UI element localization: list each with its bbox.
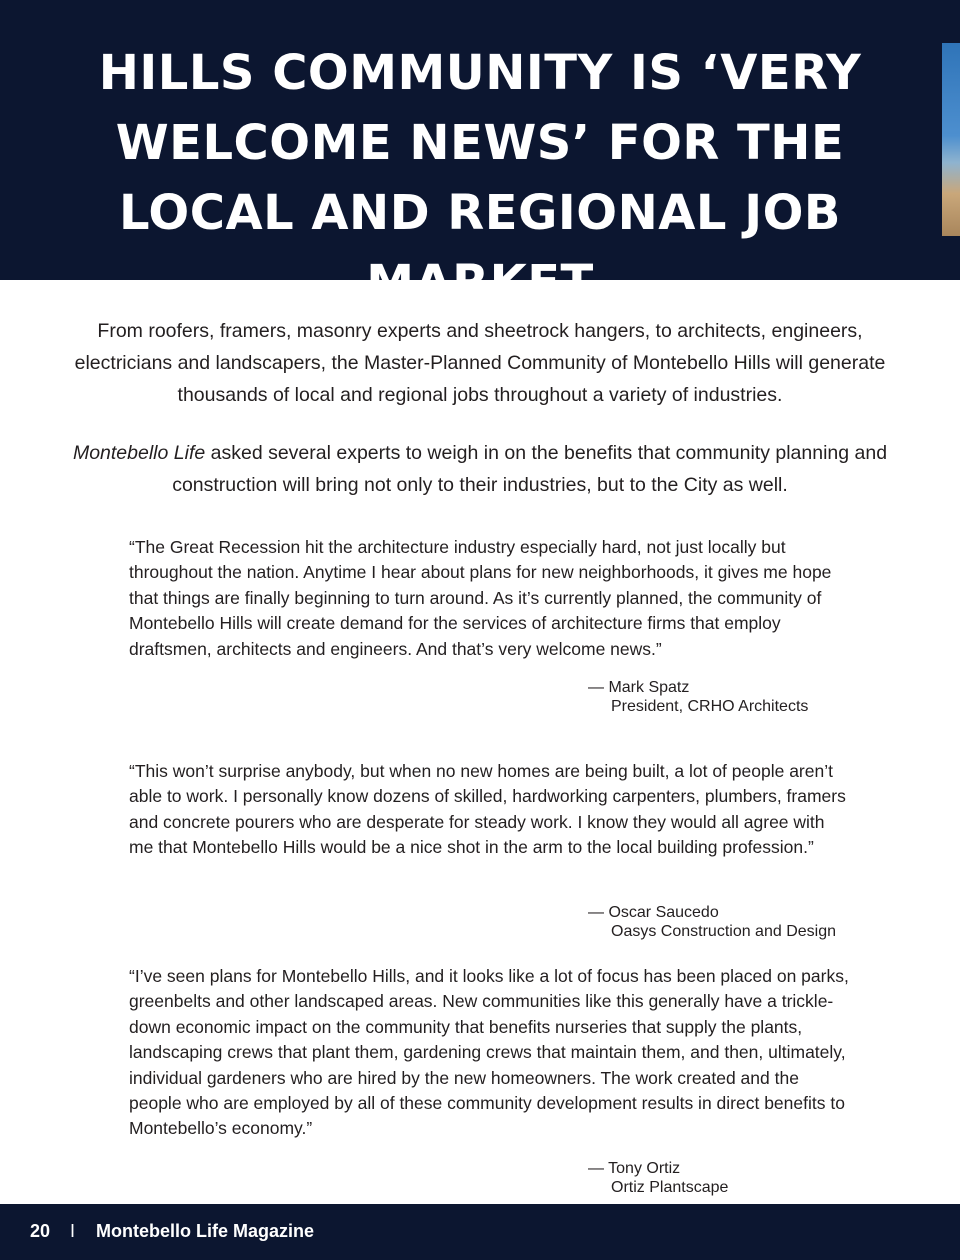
attribution-role: Ortiz Plantscape bbox=[611, 1179, 729, 1196]
headline: HILLS COMMUNITY IS ‘VERY WELCOME NEWS’ FOR THE LOCAL AND REGIONAL JOB MARKET bbox=[98, 45, 862, 311]
headline-banner bbox=[0, 0, 960, 311]
attribution-role: President, CRHO Architects bbox=[611, 698, 809, 715]
quote-text: “This won’t surprise anybody, but when no new homes are being built, a lot of people aren’t able to work. I personally know dozens of skilled, hardworking carpenters, plumbers, framers and concrete pourers who are desperate for steady work. I know they would all agree with me that Montebello Hills would be a nice shot in the arm to the local building profession.” bbox=[129, 761, 846, 858]
magazine-name: Montebello Life Magazine bbox=[96, 1221, 315, 1241]
quote-attribution bbox=[588, 1159, 728, 1197]
publication-name: Montebello Life bbox=[72, 442, 206, 464]
edge-photo bbox=[942, 43, 960, 236]
attribution-name: — Oscar Saucedo bbox=[588, 904, 719, 921]
intro-paragraph-2 bbox=[60, 437, 900, 501]
intro-paragraph: From roofers, framers, masonry experts and sheetrock hangers, to architects, engineers, electricians and landscapers, the Master-Planned Community of Montebello Hills will generate thousands of local and regional jobs throughout a variety of industries. bbox=[74, 320, 886, 406]
quote-text: “The Great Recession hit the architecture industry especially hard, not just locally but throughout the nation. Anytime I hear about plans for new neighborhoods, it gives me hope that things are finally beginning to turn around. As it’s currently planned, the community of Montebello Hills will create demand for the services of architecture firms that employ draftsmen, architects and engineers. And that’s very welcome news.” bbox=[129, 537, 832, 659]
attribution-name: — Mark Spatz bbox=[588, 679, 690, 696]
quote-attribution bbox=[588, 678, 808, 716]
intro-paragraph-2-text: asked several experts to weigh in on the benefits that community planning and construction will bring not only to their industries, but to the City as well. bbox=[172, 442, 888, 496]
attribution-role: Oasys Construction and Design bbox=[611, 923, 836, 940]
quote-text: “I’ve seen plans for Montebello Hills, and it looks like a lot of focus has been placed on parks, greenbelts and other landscaped areas. New communities like this generally have a trickle-down economic impact on the community that benefits nurseries that supply the plants, landscaping crews that plant them, gardening crews that maintain them, and then, ultimately, individual gardeners who are hired by the new homeowners. The work created and the people who are employed by all of these community development results in direct benefits to Montebello’s economy.” bbox=[129, 966, 849, 1139]
page-number: 20 bbox=[30, 1221, 51, 1241]
quote-attribution bbox=[588, 903, 836, 941]
attribution-name: — Tony Ortiz bbox=[588, 1160, 681, 1177]
footer-separator: I bbox=[70, 1221, 76, 1241]
page-footer bbox=[0, 1204, 960, 1260]
